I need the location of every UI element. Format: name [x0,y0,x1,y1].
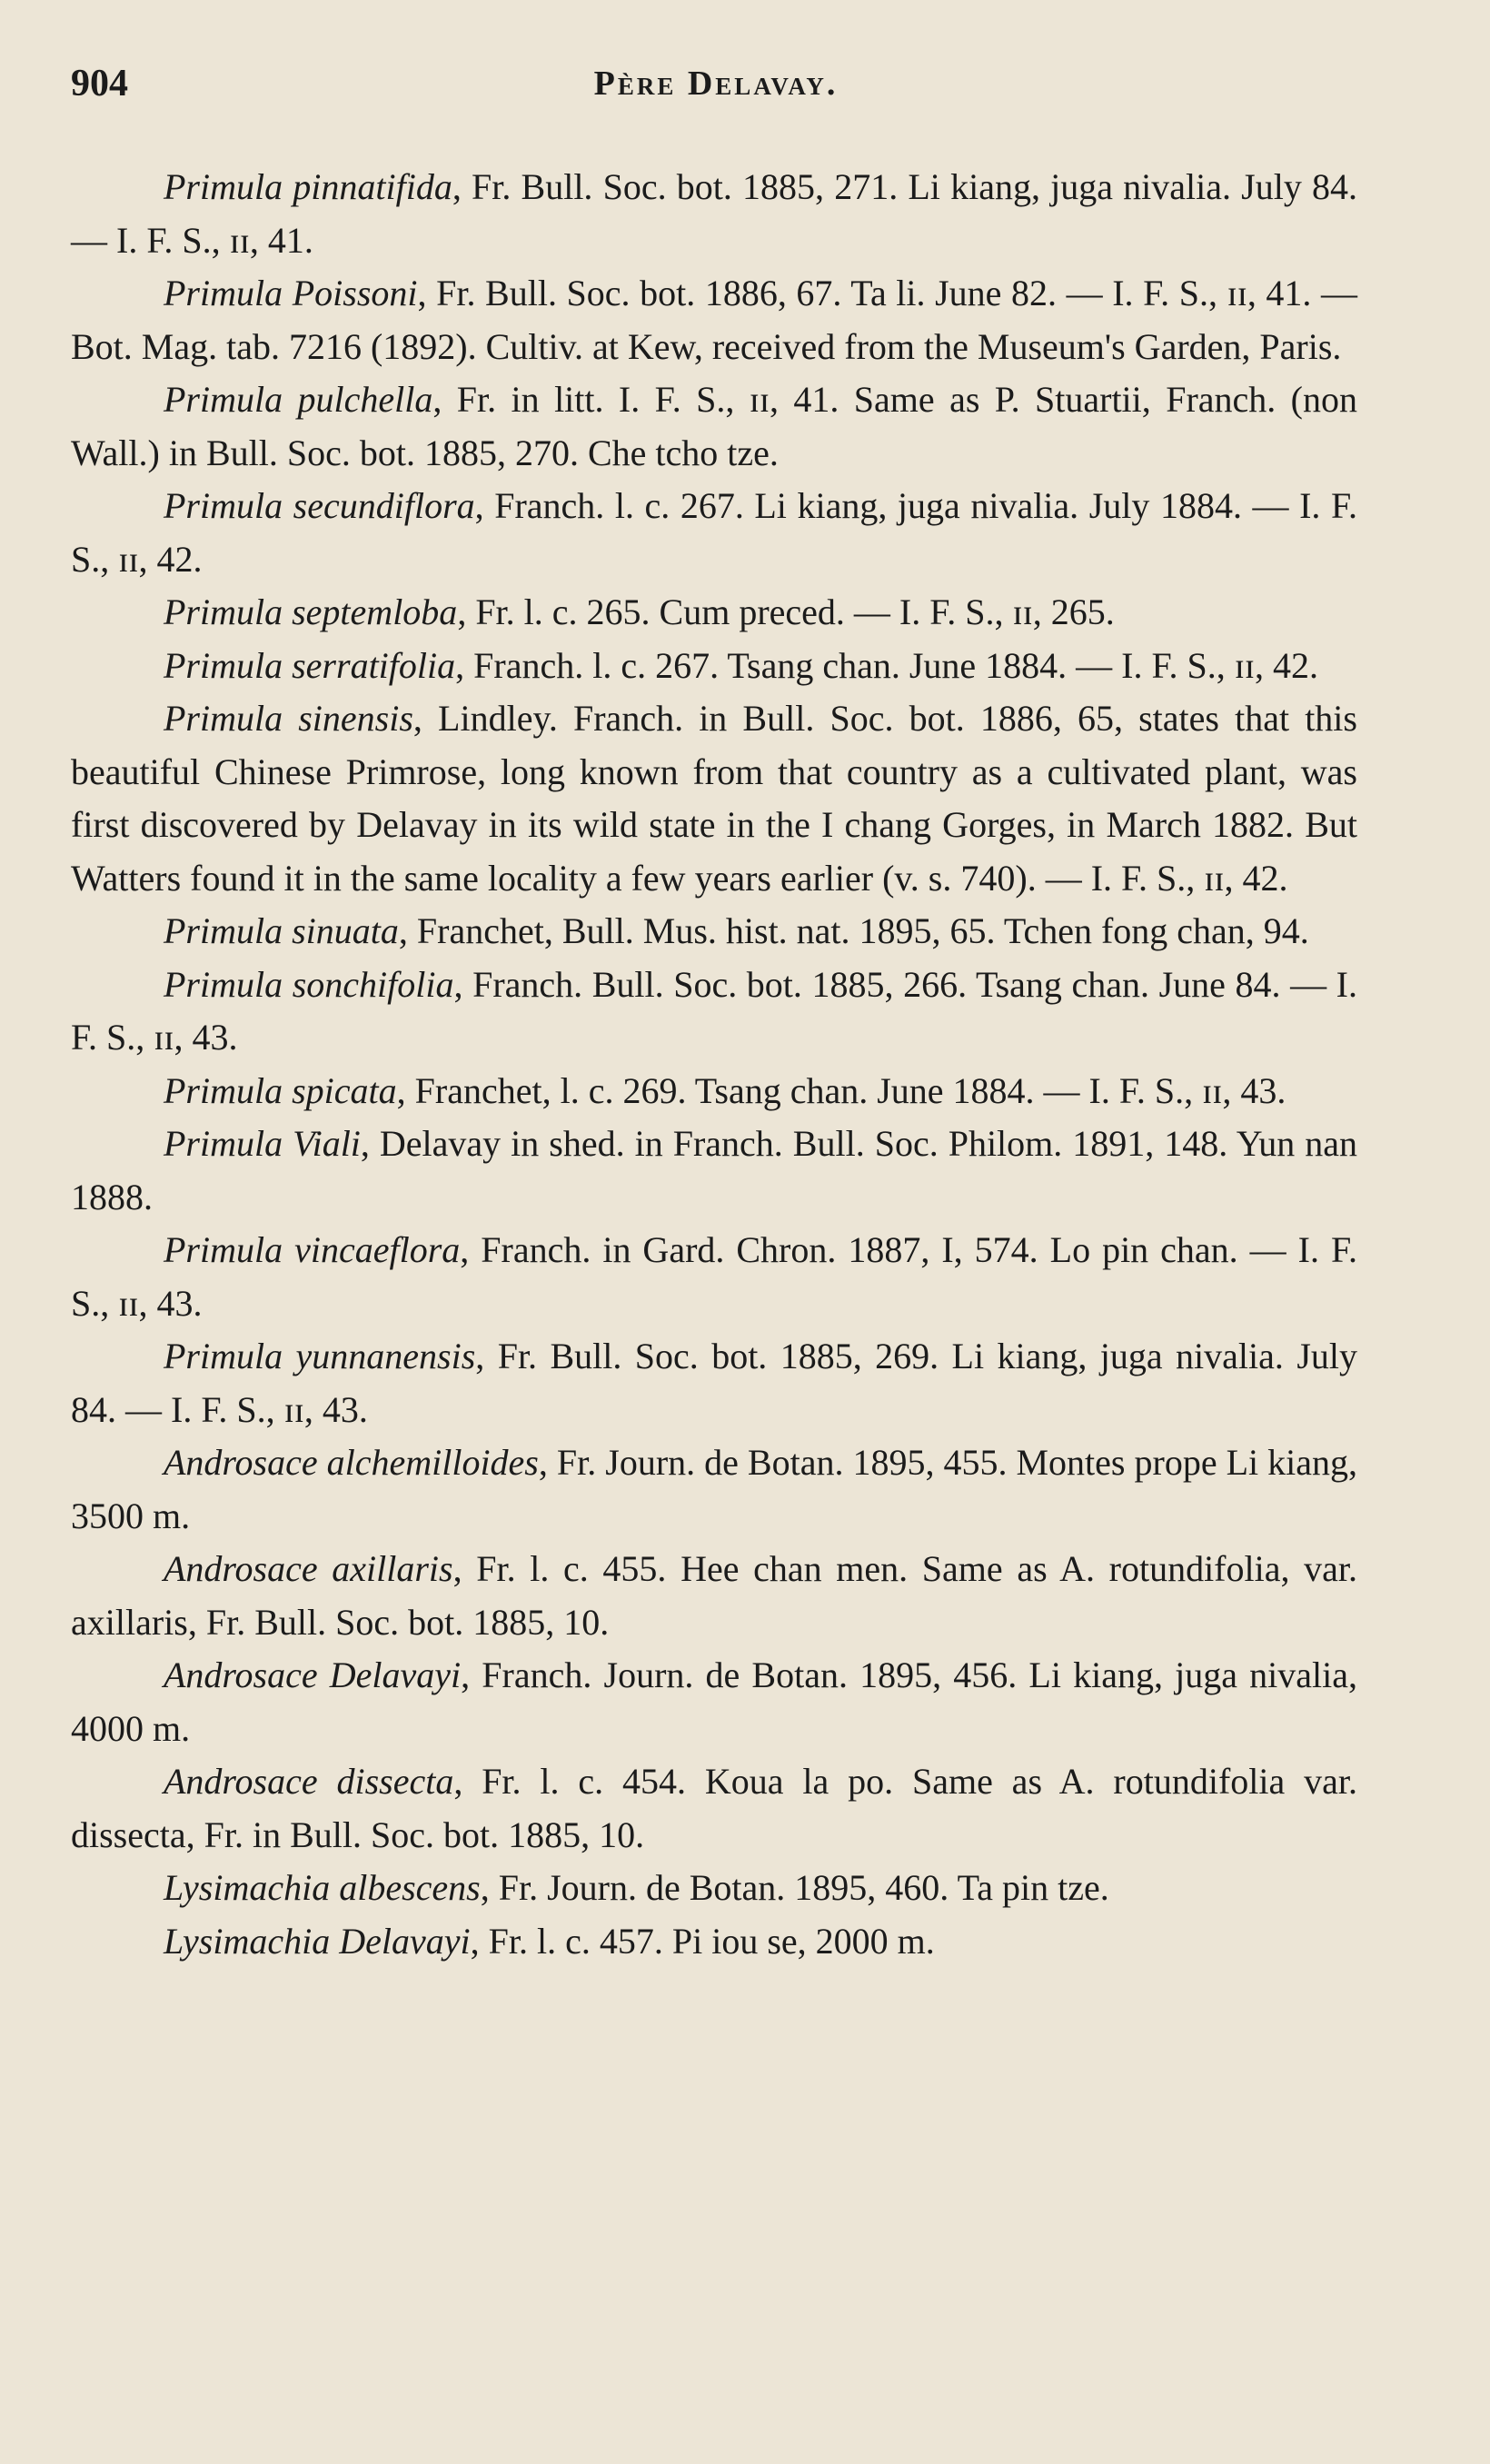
entry-primula-pinnatifida [71,161,1357,267]
entry-text: , Franchet, l. c. 269. Tsang chan. June 1884. — I. F. S., ɪɪ, 43. [396,1069,1286,1111]
species-name: Primula septemloba [164,591,458,632]
species-name: Androsace Delavayi [164,1654,462,1695]
entry-primula-sinuata [71,905,1357,959]
entry-primula-spicata [71,1065,1357,1118]
species-name: Primula sinuata [164,910,399,951]
entry-text: , Fr. Journ. de Botan. 1895, 455. Montes prope Li kiang, 3500 m. [71,1442,1357,1536]
entry-text: , Franch. l. c. 267. Li kiang, juga nivalia. July 1884. — I. F. S., ɪɪ, 42. [71,485,1357,580]
entry-androsace-axillaris [71,1543,1357,1649]
species-name: Androsace axillaris [164,1548,453,1589]
entry-androsace-dissecta [71,1755,1357,1862]
entry-text: , Franch. in Gard. Chron. 1887, I, 574. Lo pin chan. — I. F. S., ɪɪ, 43. [71,1229,1358,1324]
species-name: Primula pulchella [164,379,433,420]
species-name: Primula serratifolia [164,644,456,686]
entry-primula-yunnanensis [71,1330,1357,1436]
entry-text: , Fr. Bull. Soc. bot. 1885, 269. Li kiang, juga nivalia. July 84. — I. F. S., ɪɪ, 43. [71,1336,1357,1430]
species-name: Primula sonchifolia [164,963,454,1005]
species-name: Primula sinensis [164,698,413,739]
entry-androsace-delavayi [71,1649,1357,1755]
entry-text: , Franch. l. c. 267. Tsang chan. June 1884. — I. F. S., ɪɪ, 42. [455,644,1318,686]
entry-primula-sinensis [71,692,1357,905]
entry-text: , Lindley. Franch. in Bull. Soc. bot. 1886, 65, states that this beautiful Chinese Primrose, long known from that country as a cultivated plant, was first discovered by Delavay in its wild state in the I chang Gorges, in March 1882. But Watters found it in the same locality a few years earlier (v. s. 740). — I. F. S., ɪɪ, 42. [71,698,1357,899]
species-name: Primula vincaeflora [164,1229,461,1270]
species-name: Lysimachia albescens [164,1867,481,1908]
species-name: Androsace alchemilloides [164,1442,539,1483]
species-name: Lysimachia Delavayi [164,1920,471,1962]
page-header [71,62,1361,116]
entry-primula-pulchella [71,373,1357,480]
entry-text: , Franch. Journ. de Botan. 1895, 456. Li kiang, juga nivalia, 4000 m. [71,1654,1358,1749]
entry-text: , Fr. l. c. 265. Cum preced. — I. F. S., ɪɪ, 265. [457,591,1115,632]
entry-primula-secundiflora [71,480,1357,586]
species-name: Androsace dissecta [164,1761,454,1802]
entry-primula-poissoni [71,267,1357,373]
entry-text: , Fr. l. c. 455. Hee chan men. Same as A. rotundifolia, var. axillaris, Fr. Bull. Soc. bot. 1885, 10. [71,1548,1358,1643]
entry-text: , Franchet, Bull. Mus. hist. nat. 1895, 65. Tchen fong chan, 94. [398,910,1309,951]
entry-primula-serratifolia [71,640,1357,693]
entry-lysimachia-albescens [71,1862,1357,1915]
entry-primula-viali [71,1118,1357,1224]
species-name: Primula Poissoni [164,273,418,313]
species-name: Primula pinnatifida [164,166,452,207]
entry-text: , Fr. Journ. de Botan. 1895, 460. Ta pin tze. [480,1867,1109,1908]
entry-primula-septemloba [71,586,1357,640]
entry-lysimachia-delavayi [71,1915,1357,1969]
running-head: Père Delavay. [593,65,839,103]
entry-text: , Fr. l. c. 454. Koua la po. Same as A. rotundifolia var. dissecta, Fr. in Bull. Soc. bot. 1885, 10. [71,1761,1357,1855]
entry-androsace-alchemilloides [71,1436,1357,1543]
entry-text: , Fr. Bull. Soc. bot. 1885, 271. Li kiang, juga nivalia. July 84. — I. F. S., ɪɪ, 41. [71,166,1357,261]
species-name: Primula spicata [164,1069,397,1111]
entry-text: , Fr. Bull. Soc. bot. 1886, 67. Ta li. June 82. — I. F. S., ɪɪ, 41. — Bot. Mag. tab. 7216 (1892). Cultiv. at Kew, received from the Museum's Garden, Paris. [71,273,1357,367]
species-name: Primula yunnanensis [164,1336,476,1376]
species-name: Primula secundiflora [164,485,475,526]
entry-primula-sonchifolia [71,959,1357,1065]
entries-list [71,161,1357,1968]
species-name: Primula Viali [164,1123,361,1164]
page-number: 904 [71,63,128,104]
entry-text: , Delavay in shed. in Franch. Bull. Soc. Philom. 1891, 148. Yun nan 1888. [71,1123,1357,1217]
entry-text: , Fr. in litt. I. F. S., ɪɪ, 41. Same as P. Stuartii, Franch. (non Wall.) in Bull. Soc. bot. 1885, 270. Che tcho tze. [71,379,1357,473]
entry-primula-vincaeflora [71,1224,1357,1330]
entry-text: , Fr. l. c. 457. Pi iou se, 2000 m. [470,1920,935,1962]
entry-text: , Franch. Bull. Soc. bot. 1885, 266. Tsang chan. June 84. — I. F. S., ɪɪ, 43. [71,963,1358,1058]
